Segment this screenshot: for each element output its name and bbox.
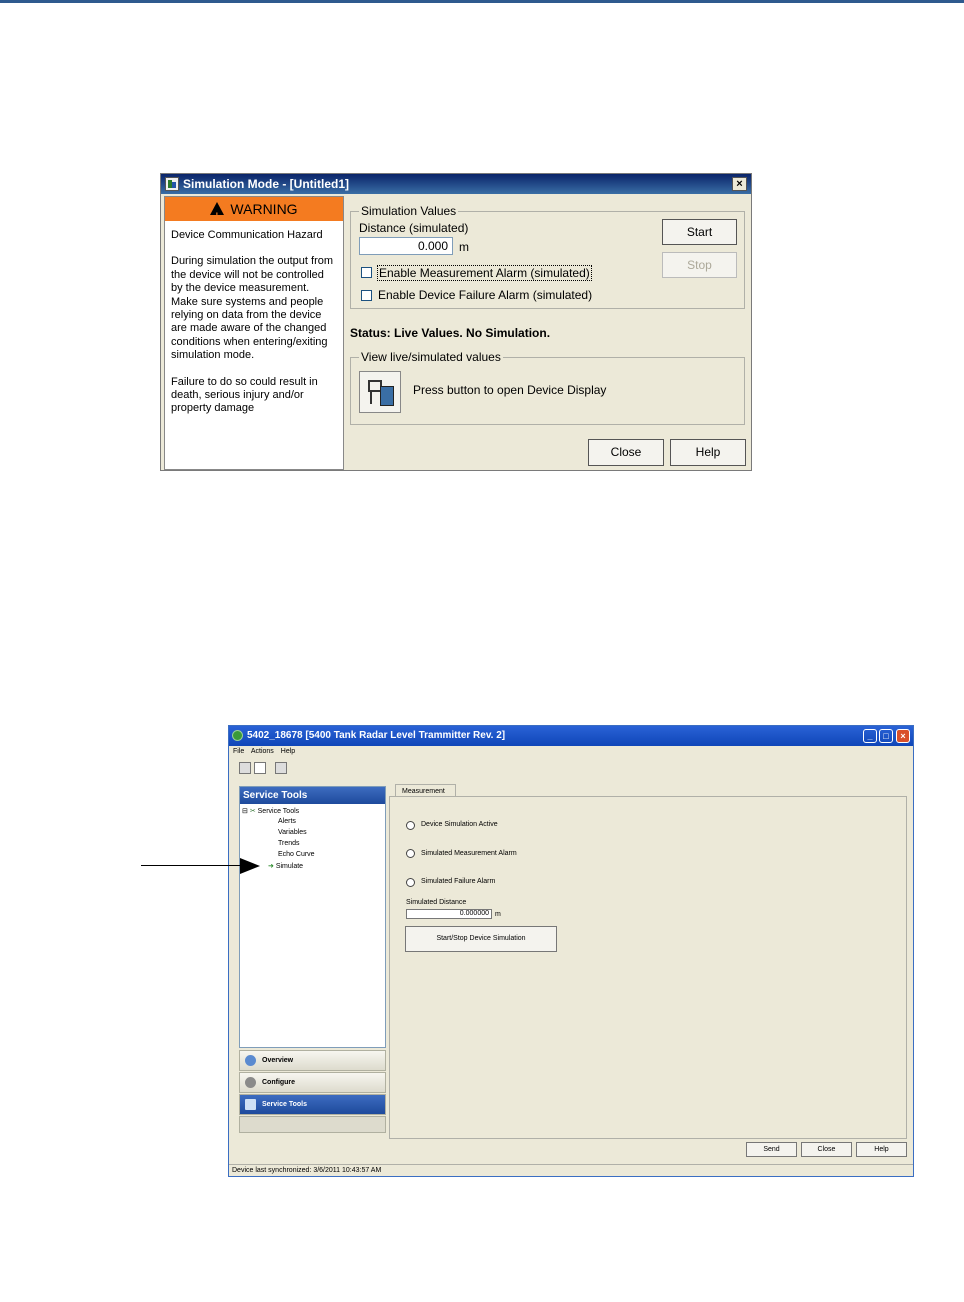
simulated-distance-field: 0.000000 xyxy=(406,909,492,919)
preview-icon[interactable] xyxy=(254,762,266,774)
nav-footer xyxy=(239,1116,386,1133)
dialog-title: Simulation Mode - [Untitled1] xyxy=(183,177,349,191)
radio-simulated-failure-alarm xyxy=(406,878,415,887)
device-display-text: Press button to open Device Display xyxy=(413,383,607,397)
start-button[interactable]: Start xyxy=(662,219,737,245)
simulated-measurement-alarm-label: Simulated Measurement Alarm xyxy=(421,850,517,857)
tab-measurement[interactable]: Measurement xyxy=(395,784,456,798)
maximize-icon[interactable]: □ xyxy=(879,729,893,743)
configure-icon xyxy=(245,1077,256,1088)
measurement-panel xyxy=(389,796,907,1139)
warning-text xyxy=(165,221,343,416)
window-titlebar xyxy=(229,726,913,746)
send-button[interactable]: Send xyxy=(746,1142,797,1157)
dialog-titlebar xyxy=(161,174,751,194)
tree-item-echo-curve[interactable]: Echo Curve xyxy=(278,851,315,858)
status-bar: Device last synchronized: 3/6/2011 10:43:57 AM xyxy=(229,1164,913,1176)
warning-line1: Device Communication Hazard xyxy=(171,229,323,241)
simulated-distance-label: Simulated Distance xyxy=(406,899,467,906)
close-button[interactable]: Close xyxy=(588,439,664,466)
warning-heading: WARNING xyxy=(230,201,298,217)
overview-icon xyxy=(245,1055,256,1066)
minimize-icon[interactable]: _ xyxy=(863,729,877,743)
menu-actions[interactable]: Actions xyxy=(250,748,274,755)
close-window-icon[interactable]: × xyxy=(896,729,910,743)
distance-label: Distance (simulated) xyxy=(359,221,469,235)
service-tools-icon xyxy=(245,1099,256,1110)
window-close-button[interactable]: Close xyxy=(801,1142,852,1157)
warning-triangle-icon xyxy=(210,202,224,215)
left-pane-header: Service Tools xyxy=(240,787,385,804)
menu-file[interactable]: File xyxy=(233,748,245,755)
warning-panel xyxy=(164,196,344,470)
distance-unit: m xyxy=(459,240,469,254)
menu-bar xyxy=(233,748,300,755)
simulation-mode-dialog xyxy=(160,173,752,471)
failure-alarm-label: Enable Device Failure Alarm (simulated) xyxy=(378,288,593,302)
failure-alarm-checkbox[interactable] xyxy=(361,290,372,301)
warning-para3: Failure to do so could result in death, serious injury and/or property damage xyxy=(171,375,318,415)
simulated-failure-alarm-label: Simulated Failure Alarm xyxy=(421,878,496,885)
radio-device-simulation-active xyxy=(406,821,415,830)
tree-root[interactable]: ⊟ ✂ Service Tools xyxy=(242,808,300,815)
tree-item-variables[interactable]: Variables xyxy=(278,829,307,836)
nav-configure[interactable]: Configure xyxy=(239,1072,386,1093)
view-values-legend: View live/simulated values xyxy=(361,350,501,364)
arrow-right-icon: ➜ xyxy=(268,863,274,870)
left-pane xyxy=(239,786,386,1048)
device-simulation-active-label: Device Simulation Active xyxy=(421,821,498,828)
simulated-distance-unit: m xyxy=(495,911,501,918)
callout-arrow-icon xyxy=(240,858,260,874)
close-icon[interactable]: × xyxy=(732,177,747,191)
distance-input[interactable]: 0.000 xyxy=(359,237,453,255)
page-top-rule xyxy=(0,0,964,3)
device-window xyxy=(228,725,914,1177)
nav-service-tools[interactable]: Service Tools xyxy=(239,1094,386,1115)
status-text: Status: Live Values. No Simulation. xyxy=(350,326,551,340)
simulation-values-legend: Simulation Values xyxy=(361,204,457,218)
tree-item-simulate[interactable]: ➜ Simulate xyxy=(268,863,304,870)
tree-item-alerts[interactable]: Alerts xyxy=(278,818,296,825)
callout-arrow-line xyxy=(141,865,241,866)
warning-header xyxy=(165,197,343,221)
menu-help[interactable]: Help xyxy=(280,748,296,755)
start-stop-simulation-button[interactable]: Start/Stop Device Simulation xyxy=(405,926,557,952)
help-pointer-icon[interactable] xyxy=(275,762,287,774)
app-icon xyxy=(232,730,243,741)
window-title: 5402_18678 [5400 Tank Radar Level Trammitter Rev. 2] xyxy=(247,730,506,741)
window-help-button[interactable]: Help xyxy=(856,1142,907,1157)
radio-simulated-measurement-alarm xyxy=(406,849,415,858)
warning-para2: During simulation the output from the device will not be controlled by the device measurement. Make sure systems and people relying on data from the device are made aware of the changed conditions when entering/exiting simulation mode. xyxy=(171,255,334,362)
nav-overview[interactable]: Overview xyxy=(239,1050,386,1071)
stop-button[interactable]: Stop xyxy=(662,252,737,278)
help-button[interactable]: Help xyxy=(670,439,746,466)
print-icon[interactable] xyxy=(239,762,251,774)
app-icon xyxy=(165,177,179,191)
measurement-alarm-checkbox[interactable] xyxy=(361,267,372,278)
device-display-button[interactable] xyxy=(359,371,401,413)
measurement-alarm-label: Enable Measurement Alarm (simulated) xyxy=(379,266,590,280)
tree-item-trends[interactable]: Trends xyxy=(278,840,300,847)
